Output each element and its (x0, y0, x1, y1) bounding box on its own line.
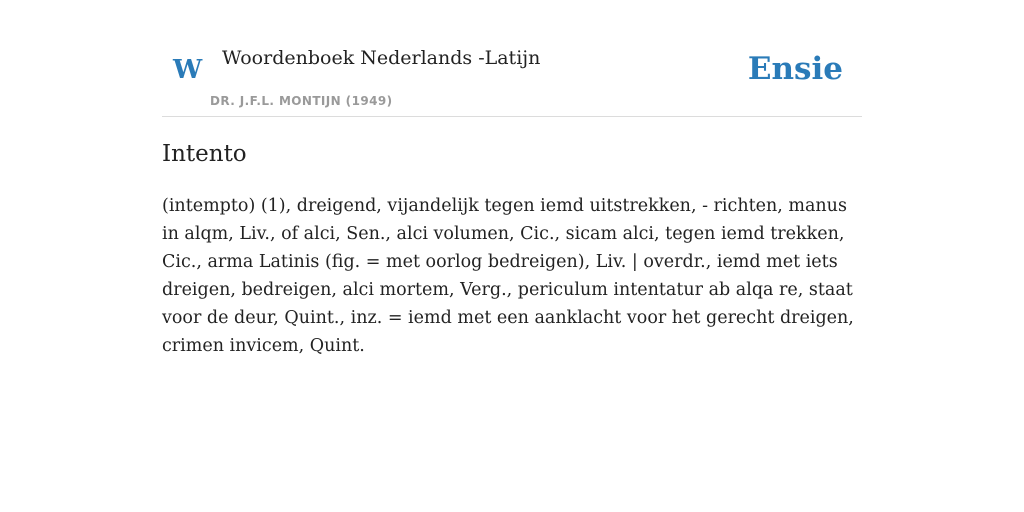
entry-definition: (intempto) (1), dreigend, vijandelijk tegen iemd uitstrekken, - richten, manus in alqm, Liv., of alci, Sen., alci volumen, Cic., sicam alci, tegen iemd trekken, Cic., arma Latinis (fig. = met oorlog bedreigen), Liv. | overdr., iemd met iets dreigen, bedreigen, alci mortem, Verg., periculum intentatur ab alqa re, staat voor de deur, Quint., inz. = iemd met een aanklacht voor het gerecht dreigen, crimen invicem, Quint. (162, 196, 854, 356)
dictionary-header (162, 0, 862, 117)
dictionary-title[interactable]: Woordenboek Nederlands -Latijn (222, 47, 541, 69)
dictionary-logo-icon[interactable]: W (173, 55, 203, 85)
dictionary-author: DR. J.F.L. MONTIJN (1949) (210, 94, 393, 108)
ensie-logo[interactable]: Ensie (747, 51, 843, 87)
entry-title: Intento (162, 141, 247, 167)
